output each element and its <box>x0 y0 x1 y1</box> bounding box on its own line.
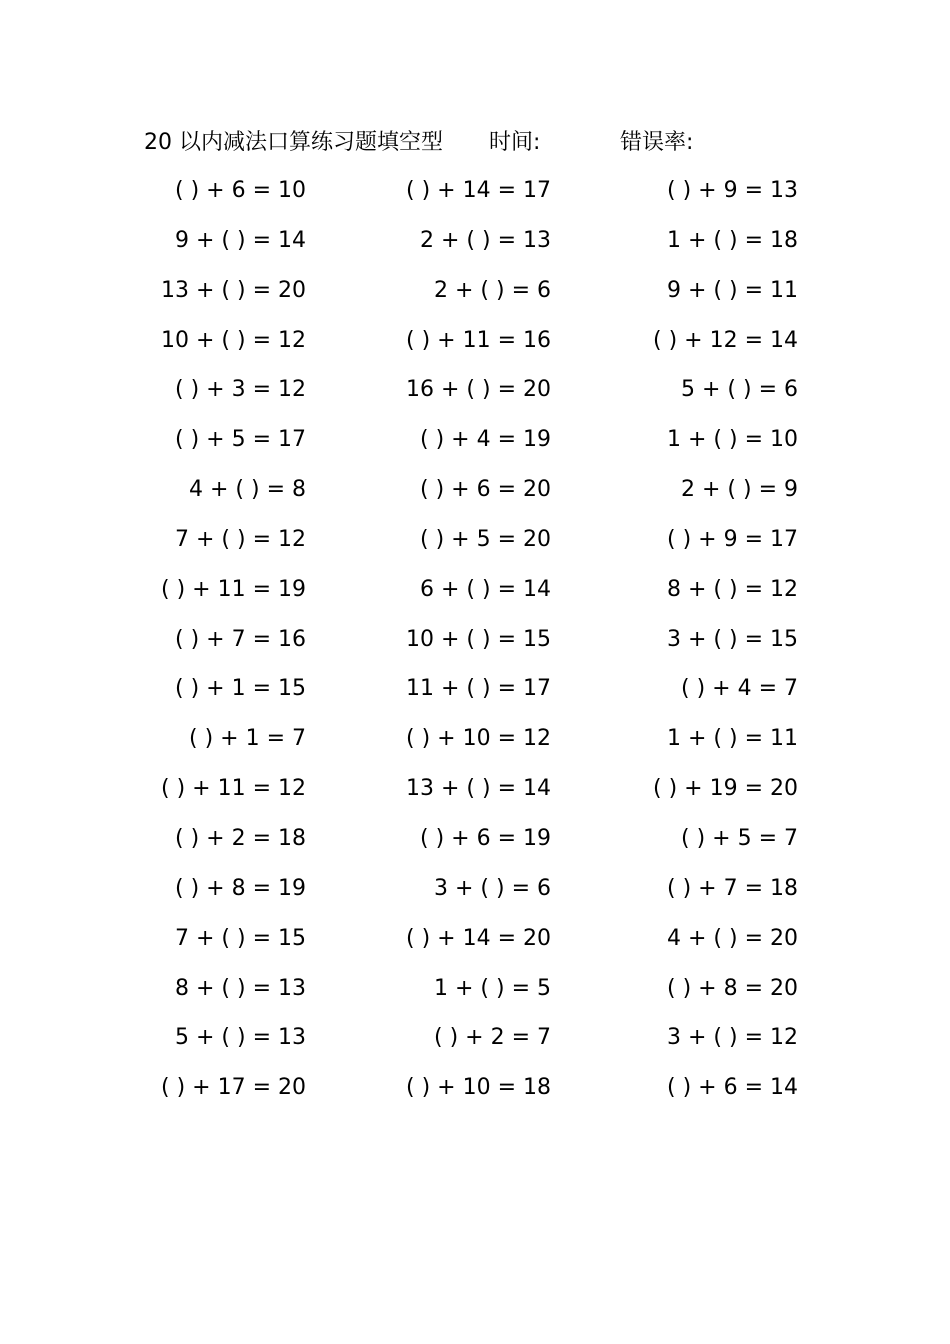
problem-item: 3 + ( ) = 12 <box>667 1025 798 1051</box>
problem-item: 4 + ( ) = 20 <box>667 925 798 951</box>
problem-item: 2 + ( ) = 9 <box>681 477 798 503</box>
problem-item: 10 + ( ) = 15 <box>406 626 551 652</box>
problem-row <box>144 323 814 373</box>
problem-item: 2 + ( ) = 13 <box>420 227 551 253</box>
problem-row <box>144 372 814 422</box>
problem-row <box>144 1070 814 1120</box>
problem-item: 13 + ( ) = 14 <box>406 776 551 802</box>
problem-item: 9 + ( ) = 14 <box>175 227 306 253</box>
problem-item: 7 + ( ) = 12 <box>175 526 306 552</box>
problem-item: ( ) + 11 = 12 <box>161 776 306 802</box>
problem-item: ( ) + 19 = 20 <box>653 776 798 802</box>
problem-item: 1 + ( ) = 18 <box>667 227 798 253</box>
problem-row <box>144 273 814 323</box>
problem-item: 2 + ( ) = 6 <box>434 277 551 303</box>
problem-item: ( ) + 10 = 12 <box>406 726 551 752</box>
problem-item: ( ) + 2 = 18 <box>175 825 306 851</box>
problem-item: ( ) + 5 = 7 <box>681 825 798 851</box>
problem-item: 6 + ( ) = 14 <box>420 576 551 602</box>
problem-item: ( ) + 12 = 14 <box>653 327 798 353</box>
problem-item: ( ) + 9 = 13 <box>667 178 798 203</box>
problem-row <box>144 821 814 871</box>
problem-row <box>144 671 814 721</box>
problem-item: 7 + ( ) = 15 <box>175 925 306 951</box>
problem-row <box>144 971 814 1021</box>
problem-item: 5 + ( ) = 6 <box>681 377 798 403</box>
problem-item: ( ) + 6 = 10 <box>175 178 306 203</box>
worksheet-title: 20 以内减法口算练习题填空型 <box>144 130 443 155</box>
problem-item: ( ) + 2 = 7 <box>434 1025 551 1051</box>
problem-item: ( ) + 6 = 20 <box>420 477 551 503</box>
problem-item: 3 + ( ) = 6 <box>434 875 551 901</box>
problem-item: ( ) + 5 = 20 <box>420 526 551 552</box>
problem-item: ( ) + 11 = 19 <box>161 576 306 602</box>
problem-item: ( ) + 10 = 18 <box>406 1075 551 1101</box>
problem-item: ( ) + 4 = 7 <box>681 676 798 702</box>
problem-row <box>144 1020 814 1070</box>
problem-item: 1 + ( ) = 10 <box>667 427 798 453</box>
problem-item: ( ) + 14 = 20 <box>406 925 551 951</box>
problem-item: ( ) + 4 = 19 <box>420 427 551 453</box>
worksheet-header <box>144 126 844 160</box>
problem-item: ( ) + 6 = 14 <box>667 1075 798 1101</box>
problem-row <box>144 522 814 572</box>
problem-row <box>144 223 814 273</box>
problem-row <box>144 921 814 971</box>
problem-item: ( ) + 7 = 18 <box>667 875 798 901</box>
problem-item: ( ) + 8 = 19 <box>175 875 306 901</box>
problem-item: ( ) + 6 = 19 <box>420 825 551 851</box>
problem-item: 1 + ( ) = 11 <box>667 726 798 752</box>
time-label: 时间: <box>489 130 541 155</box>
problem-item: 11 + ( ) = 17 <box>406 676 551 702</box>
problem-item: 8 + ( ) = 12 <box>667 576 798 602</box>
problem-item: ( ) + 3 = 12 <box>175 377 306 403</box>
problem-item: 16 + ( ) = 20 <box>406 377 551 403</box>
problem-row <box>144 572 814 622</box>
problem-row <box>144 721 814 771</box>
problem-row <box>144 622 814 672</box>
problem-item: ( ) + 7 = 16 <box>175 626 306 652</box>
error-rate-label: 错误率: <box>620 130 694 155</box>
problem-item: ( ) + 5 = 17 <box>175 427 306 453</box>
problem-item: 3 + ( ) = 15 <box>667 626 798 652</box>
problem-row <box>144 422 814 472</box>
problem-item: 4 + ( ) = 8 <box>189 477 306 503</box>
problem-item: ( ) + 17 = 20 <box>161 1075 306 1101</box>
problem-row <box>144 173 814 223</box>
problem-row <box>144 871 814 921</box>
problem-row <box>144 472 814 522</box>
problem-item: ( ) + 1 = 7 <box>189 726 306 752</box>
problem-item: ( ) + 8 = 20 <box>667 975 798 1001</box>
problem-item: 5 + ( ) = 13 <box>175 1025 306 1051</box>
problem-grid <box>144 173 814 1120</box>
problem-item: 9 + ( ) = 11 <box>667 277 798 303</box>
problem-item: ( ) + 11 = 16 <box>406 327 551 353</box>
problem-item: ( ) + 1 = 15 <box>175 676 306 702</box>
problem-item: ( ) + 9 = 17 <box>667 526 798 552</box>
problem-item: 1 + ( ) = 5 <box>434 975 551 1001</box>
problem-item: 8 + ( ) = 13 <box>175 975 306 1001</box>
problem-item: 13 + ( ) = 20 <box>161 277 306 303</box>
problem-item: 10 + ( ) = 12 <box>161 327 306 353</box>
problem-item: ( ) + 14 = 17 <box>406 178 551 203</box>
problem-row <box>144 771 814 821</box>
